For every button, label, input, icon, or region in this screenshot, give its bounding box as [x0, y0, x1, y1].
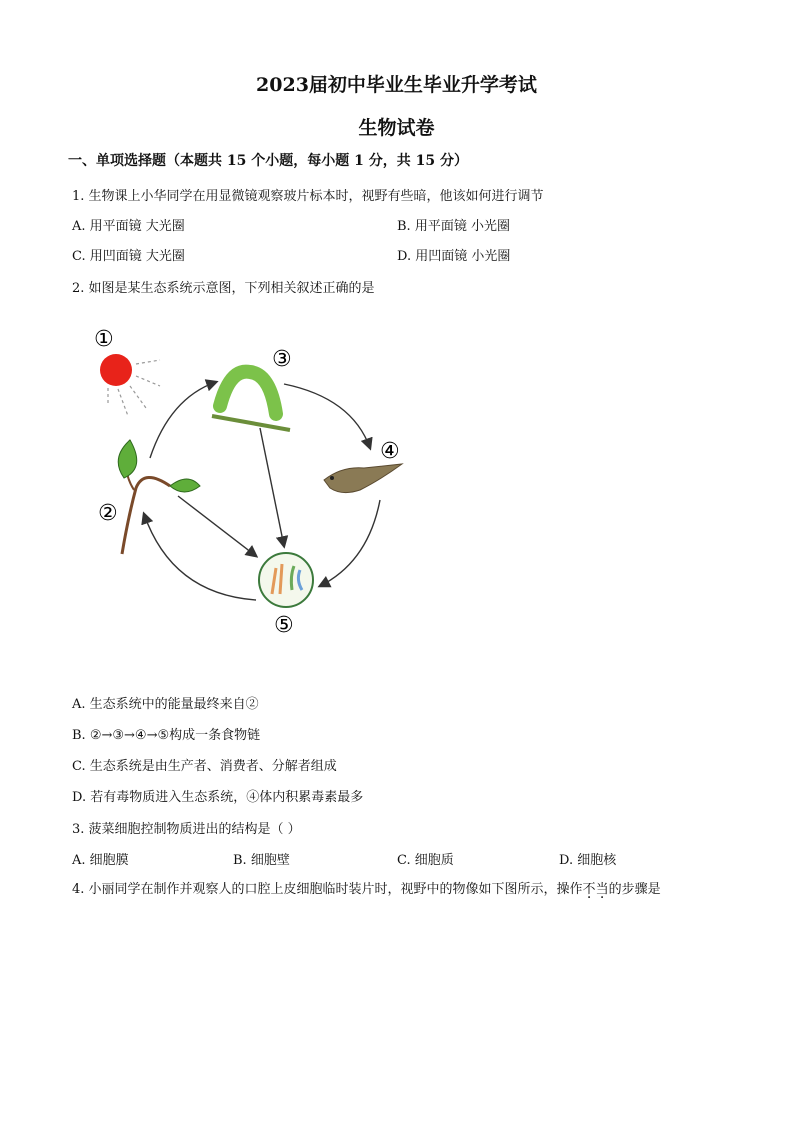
q4-emphasis-char-1: 不	[582, 882, 596, 897]
q1-option-b: B. 用平面镜 小光圈	[397, 219, 510, 234]
q2-stem: 2. 如图是某生态系统示意图，下列相关叙述正确的是	[72, 281, 375, 296]
sun-icon	[100, 354, 160, 416]
q1-stem: 1. 生物课上小华同学在用显微镜观察玻片标本时，视野有些暗，他该如何进行调节	[72, 189, 544, 204]
label-5: ⑤	[274, 613, 294, 638]
exam-subtitle: 生物试卷	[358, 117, 435, 139]
q4-stem-start: 4. 小丽同学在制作并观察人的口腔上皮细胞临时装片时，视野中的物像如下图所示，操作	[72, 882, 583, 897]
q2-option-d: D. 若有毒物质进入生态系统，④体内积累毒素最多	[72, 790, 364, 805]
decomposer-icon	[259, 553, 313, 607]
label-1: ①	[94, 327, 114, 352]
q3-option-b: B. 细胞壁	[233, 853, 290, 868]
q3-stem: 3. 菠菜细胞控制物质进出的结构是（ ）	[72, 822, 301, 837]
q3-option-c: C. 细胞质	[397, 853, 454, 868]
ecosystem-diagram	[80, 318, 420, 648]
q2-option-b: B. ②→③→④→⑤构成一条食物链	[72, 728, 261, 743]
q3-option-d: D. 细胞核	[559, 853, 617, 868]
section-heading: 一、单项选择题（本题共 15 个小题，每小题 1 分，共 15 分）	[68, 153, 468, 169]
exam-title: 2023届初中毕业生毕业升学考试	[256, 74, 537, 96]
label-2: ②	[98, 501, 118, 526]
q1-option-c: C. 用凹面镜 大光圈	[72, 249, 185, 264]
q1-option-a: A. 用平面镜 大光圈	[72, 219, 185, 234]
bird-icon	[324, 464, 402, 493]
label-4: ④	[380, 439, 400, 464]
q2-option-a: A. 生态系统中的能量最终来自②	[72, 697, 259, 712]
plant-icon	[118, 440, 200, 554]
q1-option-d: D. 用凹面镜 小光圈	[397, 249, 511, 264]
q4-emphasis-char-2: 当	[595, 882, 609, 897]
q4-stem-end: 的步骤是	[608, 882, 661, 897]
label-3: ③	[272, 347, 292, 372]
caterpillar-icon	[212, 372, 290, 430]
q4-stem	[72, 878, 661, 897]
q2-option-c: C. 生态系统是由生产者、消费者、分解者组成	[72, 759, 337, 774]
q3-option-a: A. 细胞膜	[72, 853, 129, 868]
